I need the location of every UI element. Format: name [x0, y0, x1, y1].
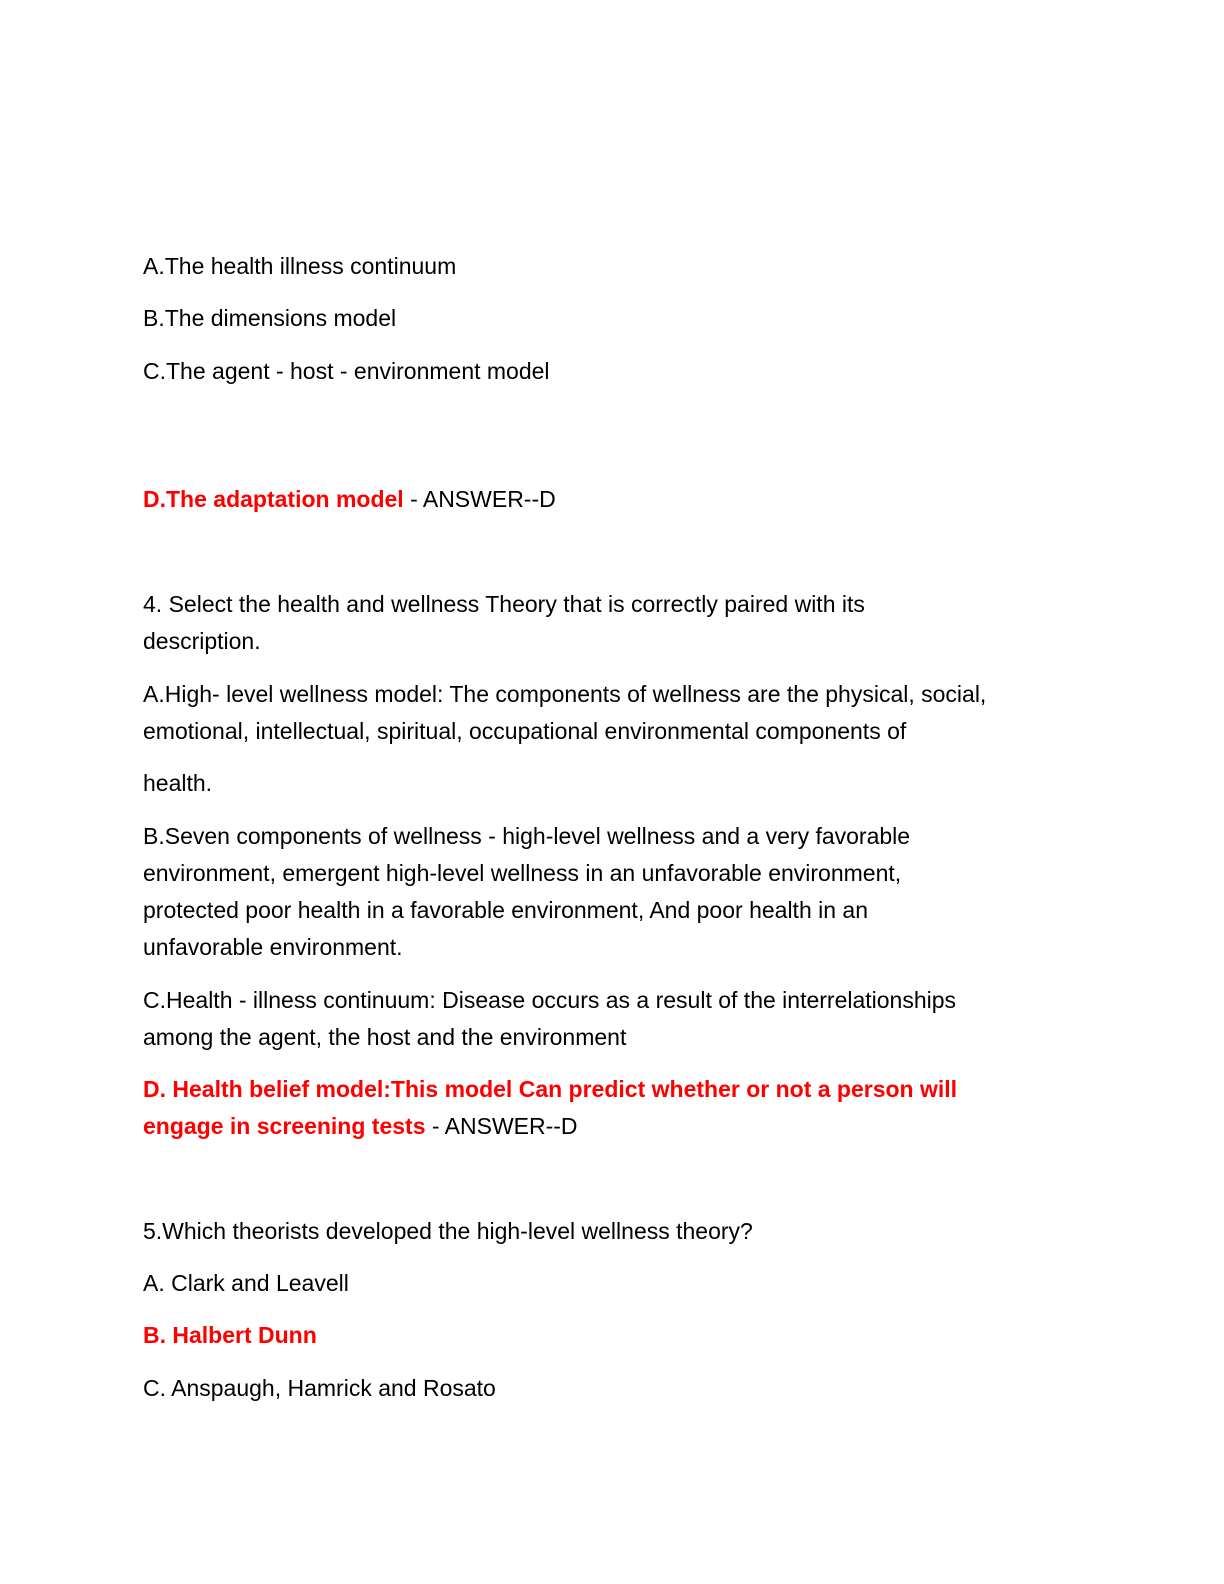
q5-option-c: C. Anspaugh, Hamrick and Rosato	[143, 1375, 496, 1401]
q4-question-line2: description.	[143, 628, 261, 654]
q3-answer-label: - ANSWER--D	[403, 486, 556, 512]
q4-option-a-line2: emotional, intellectual, spiritual, occupational environmental components of	[143, 718, 907, 744]
q4-option-b-line4: unfavorable environment.	[143, 934, 403, 960]
q4-option-a-line1: A.High- level wellness model: The components of wellness are the physical, social,	[143, 681, 987, 707]
q5-option-b-correct: B. Halbert Dunn	[143, 1322, 317, 1348]
q3-option-b: B.The dimensions model	[143, 305, 397, 331]
q4-option-d-line1: D. Health belief model:This model Can predict whether or not a person will	[143, 1076, 958, 1102]
q3-option-c: C.The agent - host - environment model	[143, 358, 550, 384]
q5-option-a: A. Clark and Leavell	[143, 1270, 349, 1296]
q4-option-a-line3: health.	[143, 770, 213, 796]
q5-question: 5.Which theorists developed the high-level wellness theory?	[143, 1218, 753, 1244]
q3-option-d-row	[143, 481, 1083, 518]
q4-question-line1: 4. Select the health and wellness Theory that is correctly paired with its	[143, 591, 865, 617]
q4-answer-label: - ANSWER--D	[425, 1113, 578, 1139]
q4-option-b-line3: protected poor health in a favorable environment, And poor health in an	[143, 897, 868, 923]
q4-option-d-row	[143, 1108, 1083, 1145]
q3-option-a: A.The health illness continuum	[143, 253, 457, 279]
q4-option-b-line2: environment, emergent high-level wellness in an unfavorable environment,	[143, 860, 902, 886]
q4-option-c-line1: C.Health - illness continuum: Disease occurs as a result of the interrelationships	[143, 987, 957, 1013]
q4-option-d-correct: engage in screening tests	[143, 1113, 426, 1139]
q4-option-c-line2: among the agent, the host and the environment	[143, 1024, 627, 1050]
q4-option-b-line1: B.Seven components of wellness - high-level wellness and a very favorable	[143, 823, 911, 849]
q3-option-d-correct: D.The adaptation model	[143, 486, 404, 512]
